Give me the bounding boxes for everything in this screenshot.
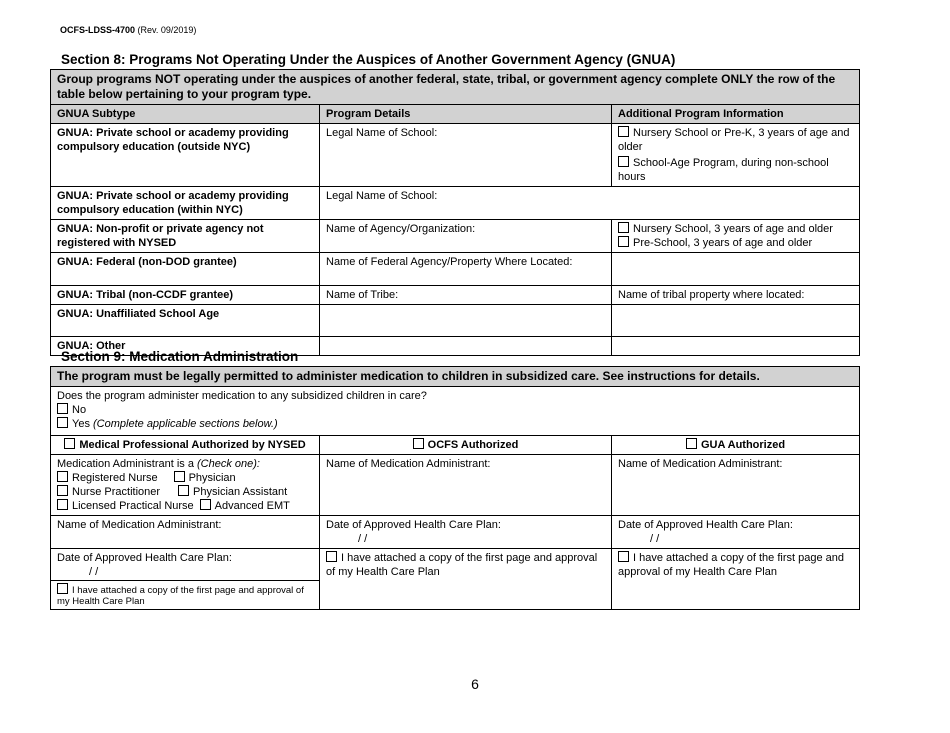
gua-date-field[interactable]: Date of Approved Health Care Plan: / / bbox=[612, 516, 860, 549]
row-info-cell bbox=[612, 220, 860, 253]
answer-yes[interactable]: Yes (Complete applicable sections below.) bbox=[57, 417, 853, 431]
row-subtype: GNUA: Private school or academy providing compulsory education (within NYC) bbox=[51, 187, 320, 220]
row-subtype: GNUA: Other bbox=[51, 337, 320, 356]
page-number: 6 bbox=[471, 676, 479, 692]
medication-question: Does the program administer medication to any subsidized children in care? bbox=[57, 390, 427, 402]
nysed-date-attach-cell bbox=[51, 549, 320, 610]
row-info-cell bbox=[612, 124, 860, 187]
empty-cell[interactable] bbox=[612, 337, 860, 356]
administrant-type-cell: Medication Administrant is a (Check one): Registered Nurse Physician Nurse Practitioner Physician Assistant Licensed Practical Nurse Advanced EMT bbox=[51, 455, 320, 516]
checkbox[interactable] bbox=[57, 583, 68, 594]
medication-question-cell bbox=[51, 387, 860, 436]
checkbox[interactable] bbox=[57, 403, 68, 414]
option-school-age[interactable]: School-Age Program, during non-school hours bbox=[618, 157, 829, 183]
section8-intro: Group programs NOT operating under the auspices of another federal, state, tribal, or government agency complete ONLY the row of the table below pertaining to your program type. bbox=[51, 70, 860, 105]
tribe-name-field[interactable]: Name of Tribe: bbox=[320, 286, 612, 305]
ocfs-date-field[interactable]: Date of Approved Health Care Plan: / / bbox=[320, 516, 612, 549]
option-physician[interactable]: Physician bbox=[174, 472, 236, 484]
section8-table bbox=[50, 69, 860, 356]
col-header-gua[interactable]: GUA Authorized bbox=[612, 436, 860, 455]
ocfs-administrant-name-field[interactable]: Name of Medication Administrant: bbox=[320, 455, 612, 516]
legal-name-school-field[interactable]: Legal Name of School: bbox=[320, 187, 860, 220]
checkbox[interactable] bbox=[618, 236, 629, 247]
nysed-attach-option[interactable]: I have attached a copy of the first page and approval of my Health Care Plan bbox=[57, 585, 304, 607]
section9-table bbox=[50, 366, 860, 610]
checkbox[interactable] bbox=[618, 222, 629, 233]
option-nursery-school[interactable]: Nursery School, 3 years of age and older bbox=[618, 222, 853, 236]
gua-administrant-name-field[interactable]: Name of Medication Administrant: bbox=[612, 455, 860, 516]
col-header-ocfs[interactable]: OCFS Authorized bbox=[320, 436, 612, 455]
checkbox[interactable] bbox=[326, 551, 337, 562]
row-subtype: GNUA: Tribal (non-CCDF grantee) bbox=[51, 286, 320, 305]
form-rev: (Rev. 09/2019) bbox=[137, 25, 197, 35]
section9-title: Section 9: Medication Administration bbox=[61, 349, 299, 364]
option-physician-assistant[interactable]: Physician Assistant bbox=[178, 486, 287, 498]
section9-intro: The program must be legally permitted to administer medication to children in subsidized care. See instructions for details. bbox=[51, 367, 860, 387]
gua-attach-option[interactable]: I have attached a copy of the first page and approval of my Health Care Plan bbox=[612, 549, 860, 610]
checkbox[interactable] bbox=[618, 156, 629, 167]
answer-no[interactable]: No bbox=[57, 403, 853, 417]
empty-cell[interactable] bbox=[320, 337, 612, 356]
row-subtype: GNUA: Non-profit or private agency not registered with NYSED bbox=[51, 220, 320, 253]
col-header-nysed[interactable]: Medical Professional Authorized by NYSED bbox=[51, 436, 320, 455]
checkbox[interactable] bbox=[618, 126, 629, 137]
checkbox[interactable] bbox=[57, 417, 68, 428]
option-nurse-practitioner[interactable]: Nurse Practitioner bbox=[57, 486, 160, 498]
form-id bbox=[60, 25, 196, 35]
nysed-administrant-name-field[interactable]: Name of Medication Administrant: bbox=[51, 516, 320, 549]
empty-cell[interactable] bbox=[320, 305, 612, 337]
empty-cell[interactable] bbox=[612, 305, 860, 337]
checkbox[interactable] bbox=[413, 438, 424, 449]
empty-cell[interactable] bbox=[612, 253, 860, 286]
option-pre-school[interactable]: Pre-School, 3 years of age and older bbox=[618, 236, 853, 250]
nysed-date-field[interactable]: Date of Approved Health Care Plan: / / bbox=[51, 549, 319, 581]
row-subtype: GNUA: Private school or academy providing compulsory education (outside NYC) bbox=[51, 124, 320, 187]
section8-title: Section 8: Programs Not Operating Under the Auspices of Another Government Agency (GNUA) bbox=[61, 52, 676, 67]
agency-name-field[interactable]: Name of Agency/Organization: bbox=[320, 220, 612, 253]
option-registered-nurse[interactable]: Registered Nurse bbox=[57, 472, 158, 484]
option-nursery-prek[interactable]: Nursery School or Pre-K, 3 years of age and older bbox=[618, 127, 850, 153]
col-header-info: Additional Program Information bbox=[612, 105, 860, 124]
col-header-subtype: GNUA Subtype bbox=[51, 105, 320, 124]
option-advanced-emt[interactable]: Advanced EMT bbox=[200, 500, 290, 512]
legal-name-school-field[interactable]: Legal Name of School: bbox=[320, 124, 612, 187]
checkbox[interactable] bbox=[64, 438, 75, 449]
ocfs-attach-option[interactable]: I have attached a copy of the first page and approval of my Health Care Plan bbox=[320, 549, 612, 610]
row-subtype: GNUA: Federal (non-DOD grantee) bbox=[51, 253, 320, 286]
option-lpn[interactable]: Licensed Practical Nurse bbox=[57, 500, 194, 512]
tribal-property-field[interactable]: Name of tribal property where located: bbox=[612, 286, 860, 305]
form-code: OCFS-LDSS-4700 bbox=[60, 25, 136, 35]
federal-agency-field[interactable]: Name of Federal Agency/Property Where Located: bbox=[320, 253, 612, 286]
checkbox[interactable] bbox=[618, 551, 629, 562]
row-subtype: GNUA: Unaffiliated School Age bbox=[51, 305, 320, 337]
col-header-details: Program Details bbox=[320, 105, 612, 124]
checkbox[interactable] bbox=[686, 438, 697, 449]
